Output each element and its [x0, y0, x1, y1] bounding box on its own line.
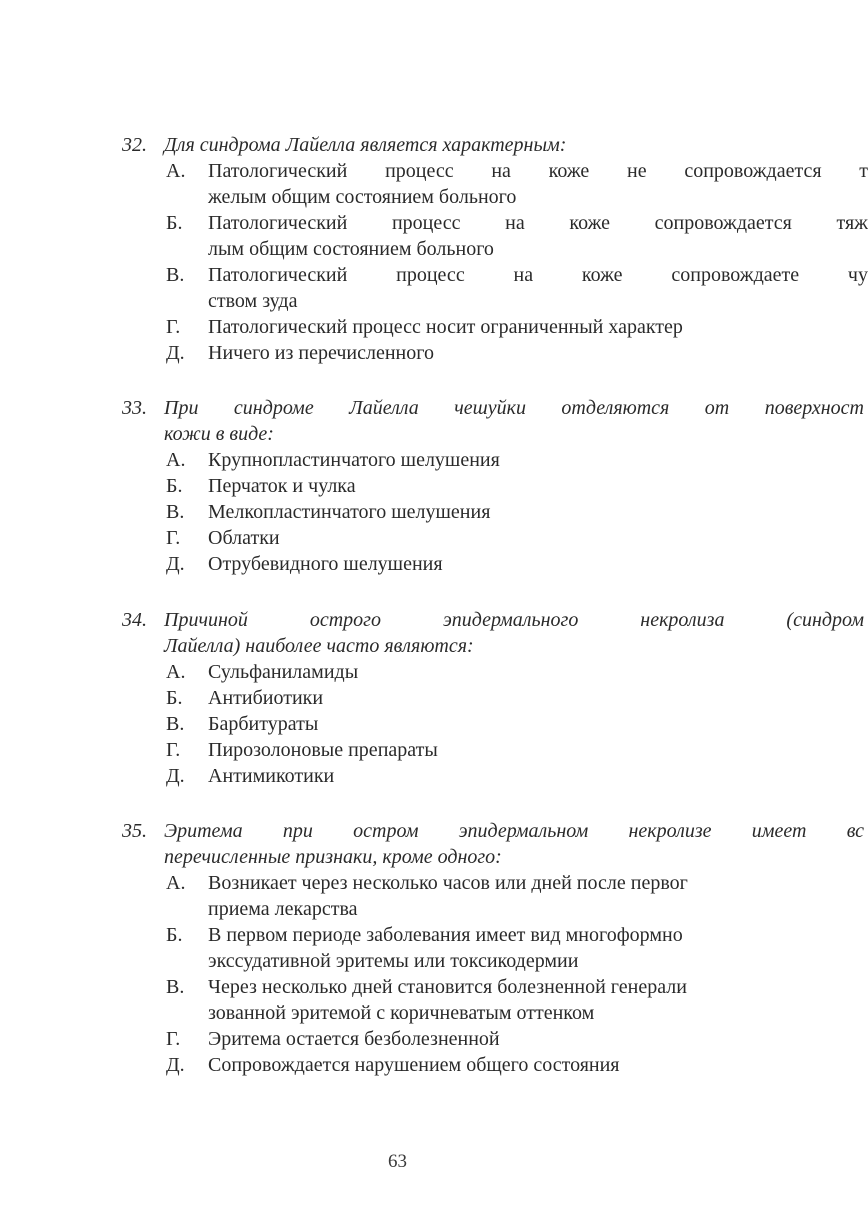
answer-option-v [122, 499, 862, 525]
answer-option-g [122, 314, 862, 340]
option-text-line: приема лекарства [208, 898, 358, 920]
answer-options [122, 158, 868, 366]
question-35 [122, 818, 862, 1078]
option-text-line: Ничего из перечисленного [208, 342, 434, 364]
answer-option-a [122, 447, 862, 473]
answer-option-a [122, 158, 868, 210]
option-letter: Д. [166, 765, 185, 787]
option-text-line: В первом периоде заболевания имеет вид многоформно [208, 924, 683, 946]
option-text-line: Антимикотики [208, 765, 335, 787]
answer-option-g [122, 737, 862, 763]
question-text-line: При синдроме Лайелла чешуйки отделяются от поверхност [164, 397, 864, 419]
option-letter: А. [166, 160, 186, 182]
question-text-line: кожи в виде: [164, 423, 274, 445]
question-header [122, 818, 862, 870]
answer-option-b [122, 473, 862, 499]
question-number: 32. [122, 134, 147, 156]
option-letter: Д. [166, 342, 185, 364]
answer-option-a [122, 659, 862, 685]
answer-option-b [122, 210, 868, 262]
option-letter: Б. [166, 687, 183, 709]
question-number: 35. [122, 820, 147, 842]
question-32 [122, 132, 868, 366]
answer-option-a [122, 870, 862, 922]
question-number: 34. [122, 609, 147, 631]
option-text-line: Патологический процесс на коже сопровождаете чу [208, 264, 868, 286]
question-number: 33. [122, 397, 147, 419]
option-text-line: экссудативной эритемы или токсикодермии [208, 950, 579, 972]
option-text-line: Патологический процесс на коже не сопровождается т [208, 160, 868, 182]
option-letter: Г. [166, 316, 181, 338]
answer-option-b [122, 922, 862, 974]
option-text-line: ством зуда [208, 290, 298, 312]
option-text-line: Возникает через несколько часов или дней после первог [208, 872, 688, 894]
option-text-line: Эритема остается безболезненной [208, 1028, 500, 1050]
option-text-line: Патологический процесс на коже сопровождается тяж [208, 212, 868, 234]
option-letter: В. [166, 713, 185, 735]
option-text-line: зованной эритемой с коричневатым оттенком [208, 1002, 595, 1024]
option-text-line: Пирозолоновые препараты [208, 739, 438, 761]
answer-option-d [122, 763, 862, 789]
answer-option-b [122, 685, 862, 711]
option-letter: Г. [166, 527, 181, 549]
question-34 [122, 607, 862, 789]
question-header [122, 395, 862, 447]
question-33 [122, 395, 862, 577]
option-letter: В. [166, 264, 185, 286]
option-letter: Г. [166, 739, 181, 761]
option-text-line: Сульфаниламиды [208, 661, 359, 683]
page-number: 63 [388, 1151, 407, 1172]
answer-options [122, 659, 862, 789]
option-letter: Б. [166, 475, 183, 497]
question-text-line: перечисленные признаки, кроме одного: [164, 846, 502, 868]
question-text-line: Причиной острого эпидермального некролиза (синдром [164, 609, 864, 631]
answer-option-d [122, 340, 862, 366]
option-letter: Г. [166, 1028, 181, 1050]
option-text-line: Барбитураты [208, 713, 319, 735]
option-letter: В. [166, 976, 185, 998]
option-letter: Б. [166, 212, 183, 234]
option-letter: В. [166, 501, 185, 523]
option-letter: А. [166, 661, 186, 683]
answer-option-v [122, 974, 862, 1026]
option-letter: А. [166, 449, 186, 471]
question-header [122, 132, 862, 158]
option-text-line: Отрубевидного шелушения [208, 553, 443, 575]
option-text-line: желым общим состоянием больного [208, 186, 517, 208]
answer-option-d [122, 551, 862, 577]
answer-options [122, 870, 862, 1078]
question-text-line: Лайелла) наиболее часто являются: [164, 635, 474, 657]
option-text-line: Облатки [208, 527, 280, 549]
option-text-line: Мелкопластинчатого шелушения [208, 501, 491, 523]
option-text-line: Через несколько дней становится болезненной генерали [208, 976, 687, 998]
answer-option-v [122, 711, 862, 737]
answer-options [122, 447, 862, 577]
option-text-line: Крупнопластинчатого шелушения [208, 449, 500, 471]
option-text-line: Антибиотики [208, 687, 324, 709]
option-text-line: Сопровождается нарушением общего состояния [208, 1054, 620, 1076]
option-letter: Д. [166, 1054, 185, 1076]
option-text-line: Патологический процесс носит ограниченный характер [208, 316, 683, 338]
question-text-line: Эритема при остром эпидермальном некролизе имеет вс [164, 820, 864, 842]
option-text-line: Перчаток и чулка [208, 475, 356, 497]
answer-option-g [122, 1026, 862, 1052]
question-text-line: Для синдрома Лайелла является характерным: [164, 134, 567, 156]
answer-option-g [122, 525, 862, 551]
question-header [122, 607, 862, 659]
answer-option-v [122, 262, 868, 314]
option-letter: А. [166, 872, 186, 894]
option-letter: Б. [166, 924, 183, 946]
option-letter: Д. [166, 553, 185, 575]
option-text-line: лым общим состоянием больного [208, 238, 494, 260]
answer-option-d [122, 1052, 862, 1078]
